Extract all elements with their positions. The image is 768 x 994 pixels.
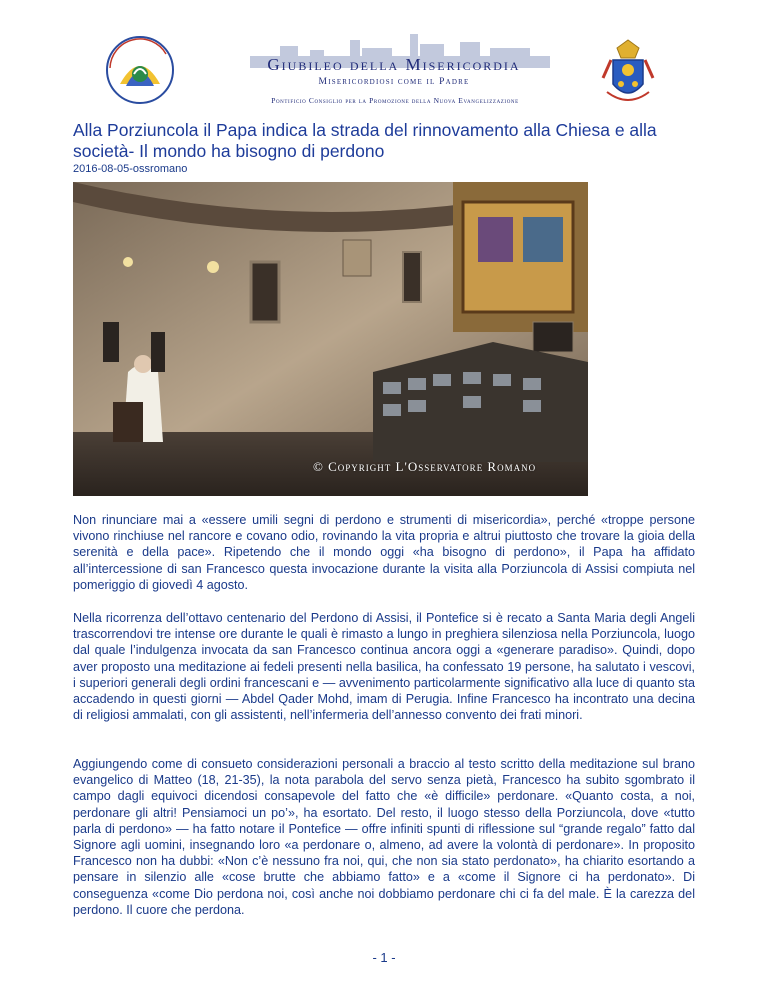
header-council: Pontificio Consiglio per la Promozione della Nuova Evangelizzazione	[271, 96, 519, 105]
article-paragraph-1	[73, 512, 695, 593]
paragraph-text: Aggiungendo come di consueto considerazioni personali a braccio al testo scritto della meditazione sul brano evangelico di Matteo (18, 21-35), la nota parabola del servo senza pietà, Francesco ha subito sgombrato il campo dagli equivoci dicendosi consapevole del fatto che «è difficile» perdonare. «Quanto costa, a noi, perdonare gli altri! Pensiamoci un po’», ha esortato. Del resto, il luogo stesso della Porziuncola, dove «tutto parla di perdono» — ha fatto notare il Pontefice — offre infiniti spunti di riflessione sul “grande regalo” fatto dal Signore agli uomini, insegnando loro «a perdonare o, almeno, ad avere la volontà di perdonare». In proposito Francesco non ha dubbi: «Non c’è nessuno fra noi, qui, che non sia stato perdonato», ha chiarito esortando a pensare in silenzio alle «cose brutte che abbiamo fatto» e a «come il Signore ci ha perdonato». Di conseguenza «come Dio perdona noi, così anche noi dobbiamo perdonare chi ci fa del male. È la carezza del perdono. Il cuore che perdona.	[73, 757, 695, 917]
article-date: 2016-08-05-ossromano	[73, 163, 188, 175]
paragraph-text: Nella ricorrenza dell’ottavo centenario del Perdono di Assisi, il Pontefice si è recato a Santa Maria degli Angeli trascorrendovi tre intense ore durante le quali è rimasto a lungo in preghiera silenziosa nella Porziuncola, luogo dal quale l’indulgenza invocata da san Francesco continua ancora oggi a «generare paradiso». Quindi, dopo aver proposto una meditazione ai fedeli presenti nella basilica, ha confessato 19 persone, ha salutato i vescovi, i superiori generali degli ordini francescani e — avvenimento particolarmente significativo alla luce di quanto sta accadendo in questi giorni — Abdel Qader Mohd, imam di Perugia. Infine Francesco ha incontrato una decina di religiosi ammalati, con gli assistenti, nell’infermeria dell’annesso convento dei frati minori.	[73, 611, 695, 723]
papal-coat-of-arms-icon	[595, 38, 661, 108]
article-paragraph-2	[73, 610, 695, 723]
article-paragraph-3	[73, 756, 695, 918]
header-subtitle: Misericordiosi come il Padre	[318, 77, 470, 87]
jubilee-mercy-logo-icon	[104, 34, 176, 106]
paragraph-text: Non rinunciare mai a «essere umili segni di perdono e strumenti di misericordia», perché «troppe persone vivono rinchiuse nel rancore e covano odio, rovinando la vita propria e altrui piuttosto che trovare la gioia della serenità e della pace». Ripetendo che il mondo oggi «ha bisogno di perdono», il Papa ha affidato all’intercessione di san Francesco questa invocazione durante la visita alla Porziuncola di Assisi compiuta nel pomeriggio di giovedì 4 agosto.	[73, 513, 695, 592]
page-number: - 1 -	[372, 950, 396, 965]
porziuncola-photo-image	[73, 182, 588, 496]
header-title: Giubileo della Misericordia	[267, 55, 521, 74]
article-title: Alla Porziuncola il Papa indica la strada del rinnovamento alla Chiesa e alla società- Il mondo ha bisogno di perdono	[73, 120, 657, 161]
page-header	[0, 0, 768, 112]
photo-copyright: © Copyright L'Osservatore Romano	[313, 459, 537, 474]
article-photo	[73, 182, 588, 496]
